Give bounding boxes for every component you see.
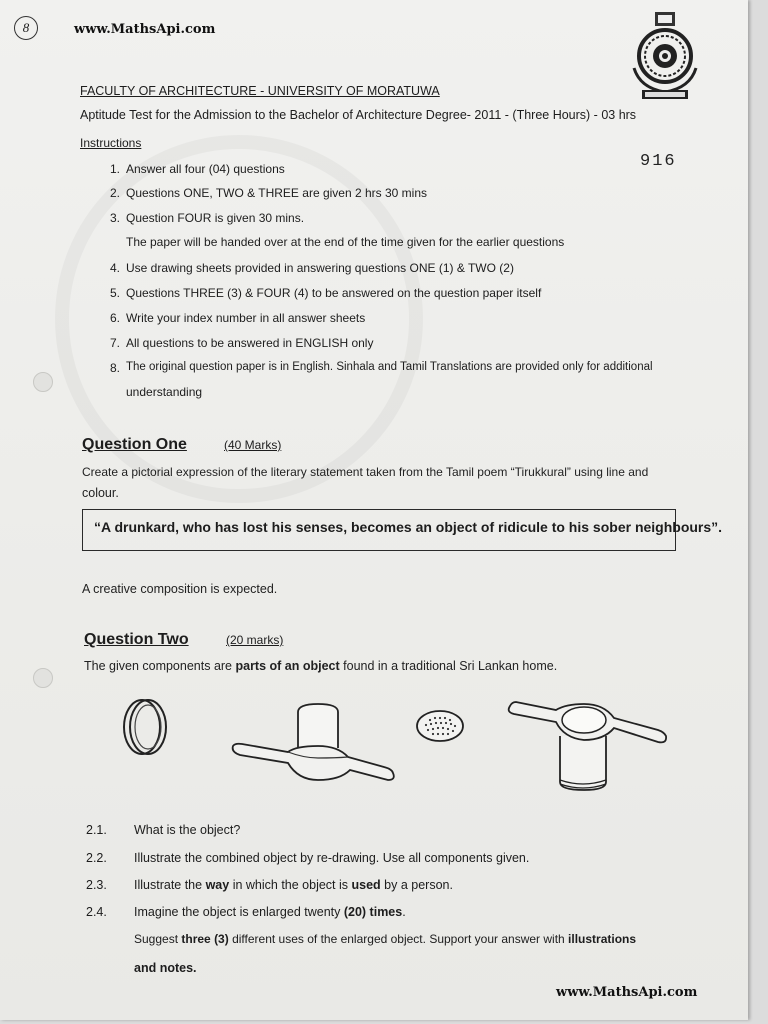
subquestion-text-cont: and notes. (134, 961, 197, 975)
punch-hole (33, 668, 53, 688)
subquestion-number: 2.4. (86, 905, 107, 919)
instruction-text: understanding (126, 385, 203, 399)
question-one-marks: (40 Marks) (224, 438, 282, 452)
instruction-text: Questions ONE, TWO & THREE are given 2 hrs 30 mins (126, 186, 427, 200)
site-url-bottom: www.MathsApi.com (556, 985, 698, 1000)
punch-hole (33, 372, 53, 392)
subquestion-text: Illustrate the combined object by re-drawing. Use all components given. (134, 851, 530, 865)
subquestion-text: Illustrate the way in which the object is used by a person. (134, 878, 453, 892)
instruction-number: 8. (109, 361, 120, 375)
page-number-circle: 8 (14, 16, 38, 40)
question-one-title: Question One (82, 436, 187, 453)
question-one-text-cont: colour. (82, 486, 119, 500)
question-one-text: Create a pictorial expression of the literary statement taken from the Tamil poem “Tirukkural” using line and (82, 465, 649, 479)
instructions-title: Instructions (80, 136, 142, 150)
perforated-disc-component-icon (414, 708, 466, 744)
instruction-number: 1. (109, 162, 120, 176)
instruction-text: Answer all four (04) questions (126, 162, 285, 176)
instruction-text: All questions to be answered in ENGLISH only (126, 336, 374, 350)
ring-component-icon (118, 694, 174, 760)
subquestion-number: 2.3. (86, 878, 107, 892)
assembled-handle-component-icon (504, 698, 670, 796)
instruction-number: 4. (109, 261, 120, 275)
instruction-number: 6. (109, 311, 120, 325)
university-emblem-icon (628, 10, 702, 104)
subquestion-text: What is the object? (134, 823, 241, 837)
handle-with-tube-component-icon (228, 700, 396, 792)
instruction-text: The original question paper is in English. Sinhala and Tamil Translations are provided only for additional (126, 361, 653, 373)
exam-subtitle: Aptitude Test for the Admission to the Bachelor of Architecture Degree- 2011 - (Three Hours) - 03 hrs (80, 108, 637, 122)
subquestion-number: 2.2. (86, 851, 107, 865)
paper-code: 916 (640, 152, 677, 171)
instruction-text: Use drawing sheets provided in answering questions ONE (1) & TWO (2) (126, 261, 514, 275)
instruction-text: Write your index number in all answer sheets (126, 311, 366, 325)
instruction-text: Question FOUR is given 30 mins. (126, 211, 305, 225)
question-one-note: A creative composition is expected. (82, 582, 278, 596)
instruction-number: 3. (109, 211, 120, 225)
quote-text: “A drunkard, who has lost his senses, becomes an object of ridicule to his sober neighbours”. (94, 519, 723, 535)
instruction-text: The paper will be handed over at the end of the time given for the earlier questions (126, 235, 565, 249)
question-two-marks: (20 marks) (226, 633, 284, 647)
faculty-heading: FACULTY OF ARCHITECTURE - UNIVERSITY OF MORATUWA (80, 84, 440, 98)
instruction-text: Questions THREE (3) & FOUR (4) to be answered on the question paper itself (126, 286, 542, 300)
question-two-title: Question Two (84, 631, 189, 648)
instruction-number: 5. (109, 286, 120, 300)
subquestion-number: 2.1. (86, 823, 107, 837)
question-two-intro: The given components are parts of an object found in a traditional Sri Lankan home. (84, 659, 558, 673)
instruction-number: 2. (109, 186, 120, 200)
subquestion-text: Imagine the object is enlarged twenty (20) times. (134, 905, 406, 919)
subquestion-text-cont: Suggest three (3) different uses of the enlarged object. Support your answer with illustrations (134, 932, 637, 946)
site-url-top: www.MathsApi.com (74, 22, 216, 37)
instruction-number: 7. (109, 336, 120, 350)
